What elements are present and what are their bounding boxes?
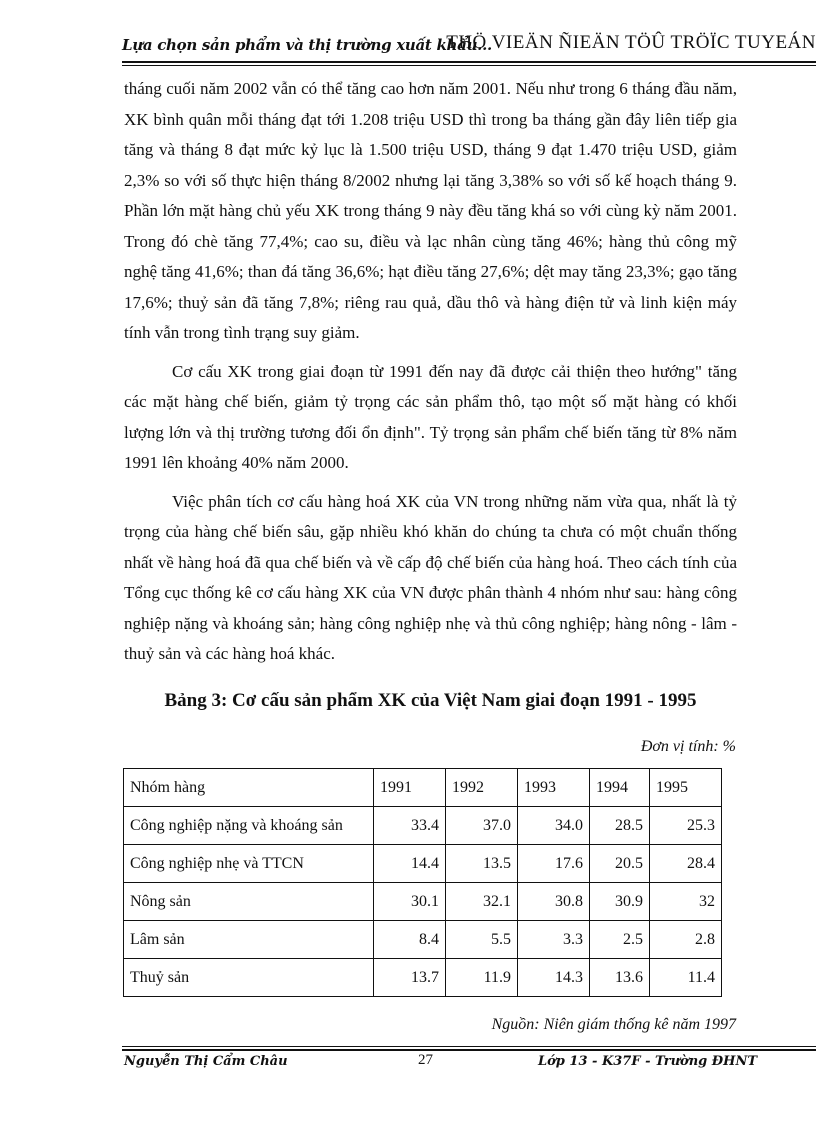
table-row — [124, 959, 722, 997]
row-label: Lâm sản — [124, 921, 374, 959]
table-cell: 3.3 — [518, 921, 590, 959]
row-label: Công nghiệp nhẹ và TTCN — [124, 845, 374, 883]
table-title: Bảng 3: Cơ cấu sản phẩm XK của Việt Nam giai đoạn 1991 - 1995 — [164, 690, 697, 711]
table-cell: 30.9 — [590, 883, 650, 921]
table-unit: Đơn vị tính: % — [640, 738, 736, 755]
page-number: 27 — [418, 1052, 433, 1068]
table-cell: 13.7 — [374, 959, 446, 997]
column-header: 1992 — [446, 769, 518, 807]
table-cell: 11.9 — [446, 959, 518, 997]
row-label: Công nghiệp nặng và khoáng sản — [124, 807, 374, 845]
table-cell: 13.5 — [446, 845, 518, 883]
table-cell: 2.5 — [590, 921, 650, 959]
table-cell: 14.3 — [518, 959, 590, 997]
table-row — [124, 883, 722, 921]
column-header: 1994 — [590, 769, 650, 807]
table-cell: 28.5 — [590, 807, 650, 845]
data-table — [123, 768, 722, 997]
header-rule — [122, 61, 816, 63]
table-cell: 13.6 — [590, 959, 650, 997]
column-header: Nhóm hàng — [124, 769, 374, 807]
footer-author: Nguyễn Thị Cẩm Châu — [124, 1054, 288, 1069]
table-cell: 20.5 — [590, 845, 650, 883]
table-cell: 33.4 — [374, 807, 446, 845]
table-cell: 30.8 — [518, 883, 590, 921]
page-header — [122, 30, 816, 58]
table-cell: 8.4 — [374, 921, 446, 959]
table-cell: 14.4 — [374, 845, 446, 883]
row-label: Nông sản — [124, 883, 374, 921]
footer-class-info: Lớp 13 - K37F - Trường ĐHNT — [538, 1054, 758, 1069]
table-source: Nguồn: Niên giám thống kê năm 1997 — [491, 1016, 736, 1033]
row-label: Thuỷ sản — [124, 959, 374, 997]
table-cell: 17.6 — [518, 845, 590, 883]
column-header: 1995 — [650, 769, 722, 807]
paragraph: Việc phân tích cơ cấu hàng hoá XK của VN trong những năm vừa qua, nhất là tỷ trọng của hàng chế biến sâu, gặp nhiều khó khăn do chúng ta chưa có một chuẩn thống nhất về hàng hoá đã qua chế biến và về cấp độ chế biến của hàng hoá. Theo cách tính của Tổng cục thống kê cơ cấu hàng XK của VN được phân thành 4 nhóm như sau: hàng công nghiệp nặng và khoáng sản; hàng công nghiệp nhẹ và thủ công nghiệp; hàng nông - lâm - thuỷ sản và các hàng hoá khác. — [124, 491, 737, 663]
paragraph: tháng cuối năm 2002 vẫn có thể tăng cao hơn năm 2001. Nếu như trong 6 tháng đầu năm, XK bình quân mỗi tháng đạt tới 1.208 triệu USD thì trong ba tháng gần đây liên tiếp gia tăng và tháng 8 đạt mức kỷ lục là 1.500 triệu USD, tháng 9 đạt 1.470 triệu USD, giảm 2,3% so với số thực hiện tháng 8/2002 nhưng lại tăng 3,38% so với số kế hoạch tháng 9. Phần lớn mặt hàng chủ yếu XK trong tháng 9 này đều tăng khá so với cùng kỳ năm 2001. Trong đó chè tăng 77,4%; cao su, điều và lạc nhân cùng tăng 46%; hàng thủ công mỹ nghệ tăng 41,6%; than đá tăng 36,6%; hạt điều tăng 27,6%; dệt may tăng 23,3%; gạo tăng 17,6%; thuỷ sản đã tăng 7,8%; riêng rau quả, dầu thô và hàng điện tử và linh kiện máy tính vẫn trong tình trạng suy giảm. — [124, 79, 737, 342]
table-cell: 5.5 — [446, 921, 518, 959]
table-cell: 34.0 — [518, 807, 590, 845]
table-cell: 11.4 — [650, 959, 722, 997]
table-cell: 32 — [650, 883, 722, 921]
table-row — [124, 921, 722, 959]
table-cell: 32.1 — [446, 883, 518, 921]
table-cell: 25.3 — [650, 807, 722, 845]
header-document-title: Lựa chọn sản phẩm và thị trường xuất khẩu... — [122, 36, 492, 54]
footer-rule — [122, 1049, 816, 1051]
table-cell: 37.0 — [446, 807, 518, 845]
column-header: 1991 — [374, 769, 446, 807]
table-cell: 28.4 — [650, 845, 722, 883]
table-cell: 30.1 — [374, 883, 446, 921]
header-rule-thin — [122, 65, 816, 66]
table-header-row — [124, 769, 722, 807]
table-row — [124, 845, 722, 883]
column-header: 1993 — [518, 769, 590, 807]
paragraph: Cơ cấu XK trong giai đoạn từ 1991 đến nay đã được cải thiện theo hướng" tăng các mặt hàng chế biến, giảm tỷ trọng các sản phẩm thô, tạo một số mặt hàng có khối lượng lớn và thị trường tương đối ổn định". Tỷ trọng sản phẩm chế biến tăng từ 8% năm 1991 lên khoảng 40% năm 2000. — [124, 361, 737, 472]
body-text — [124, 74, 737, 670]
footer-rule-thin — [122, 1046, 816, 1047]
table-cell: 2.8 — [650, 921, 722, 959]
header-library-name: THÖ VIEÄN ÑIEÄN TÖÛ TRÖÏC TUYEÁN — [446, 32, 816, 53]
table-row — [124, 807, 722, 845]
